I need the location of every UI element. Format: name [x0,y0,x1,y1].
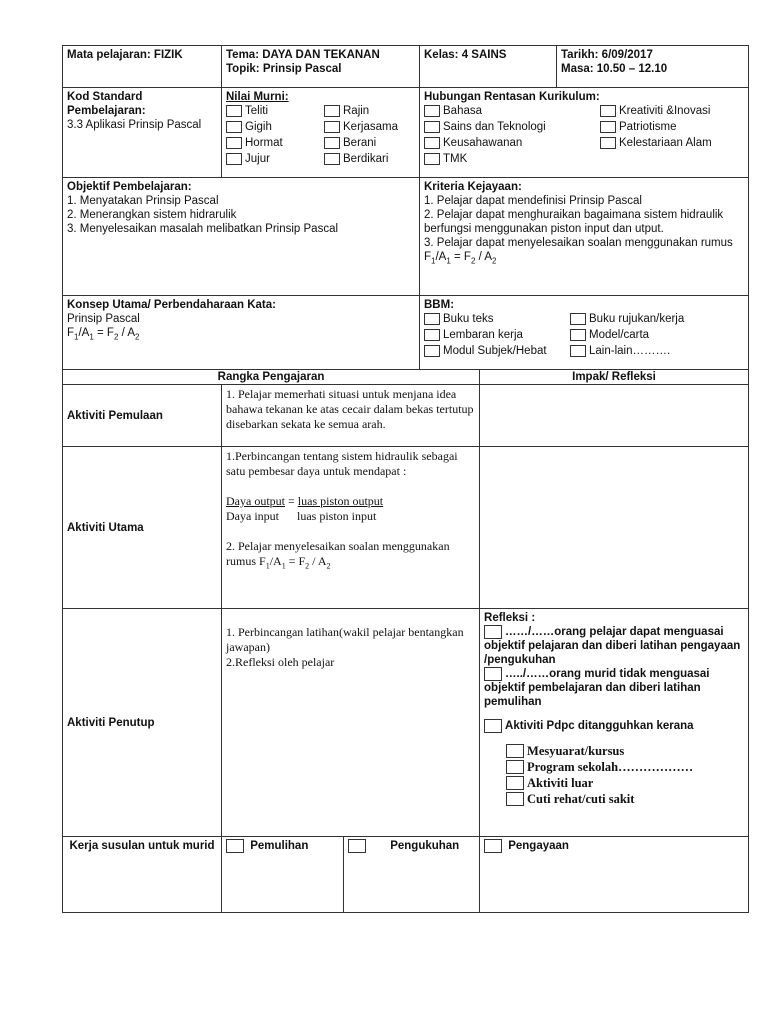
checkbox[interactable] [484,839,502,853]
reason-item: Mesyuarat/kursus [506,743,744,759]
checkbox[interactable] [424,313,440,325]
rangka-header: Rangka Pengajaran [63,370,480,385]
values-label: Nilai Murni: [226,91,289,103]
curriculum-label: Hubungan Rentasan Kurikulum: [424,91,600,103]
class: Kelas: 4 SAINS [424,49,507,61]
theme: Tema: DAYA DAN TEKANAN [226,49,380,61]
time: Masa: 10.50 – 12.10 [561,63,668,75]
followup-option: Pemulihan [222,837,344,913]
checkbox[interactable] [226,121,242,133]
curriculum-item: TMK [424,152,594,166]
concept-formula: $F_1/A_1 = F_2 / A_2$ [67,327,140,342]
checkbox[interactable] [506,760,524,774]
checkbox[interactable] [424,137,440,149]
checkbox[interactable] [324,137,340,149]
checkbox[interactable] [484,625,502,639]
curriculum-item: Sains dan Teknologi [424,120,594,134]
reason-item: Cuti rehat/cuti sakit [506,791,744,807]
checkbox[interactable] [424,329,440,341]
pemulaan-text: 1. Pelajar memerhati situasi untuk menjana idea bahawa tekanan ke atas cecair dalam bekas tertutup disebarkan sekata ke semua arah. [222,385,480,447]
followup-table [62,836,749,913]
checkbox[interactable] [348,839,366,853]
curriculum-item: Keusahawanan [424,136,594,150]
bbm-item: Modul Subjek/Hebat [424,344,564,358]
value-item: Teliti [226,104,318,118]
value-item: Berani [324,136,416,150]
curriculum-item: Patriotisme [600,120,750,134]
objective-item: 1. Menyatakan Prinsip Pascal [67,195,219,207]
checkbox[interactable] [600,121,616,133]
ratio-top: Daya output = luas piston output [226,494,384,508]
postponed-item: Aktiviti Pdpc ditangguhkan kerana [484,719,744,733]
checkbox[interactable] [226,153,242,165]
concept-value: Prinsip Pascal [67,313,140,325]
topic: Topik: Prinsip Pascal [226,63,342,75]
subject: Mata pelajaran: FIZIK [67,49,183,61]
curriculum-cell [420,88,749,178]
reason-item: Aktiviti luar [506,775,744,791]
bbm-item: Lain-lain………. [570,344,730,358]
standard-cell [63,88,222,178]
objective-item: 3. Menyelesaikan masalah melibatkan Prinsip Pascal [67,223,339,235]
bbm-label: BBM: [424,299,455,311]
checkbox[interactable] [226,839,244,853]
reasons-list [506,743,744,807]
criteria-item: 2. Pelajar dapat menghuraikan bagaimana sistem hidraulik berfungsi menggunakan piston input dan utput. [424,209,724,235]
value-item: Kerjasama [324,120,416,134]
impak-header: Impak/ Refleksi [480,370,749,385]
checkbox[interactable] [570,313,586,325]
values-cell [222,88,420,178]
followup-label: Kerja susulan untuk murid [63,837,222,913]
penutup-text: 1. Perbincangan latihan(wakil pelajar bentangkan jawapan) 2.Refleksi oleh pelajar [222,609,480,837]
concept-label: Konsep Utama/ Perbendaharaan Kata: [67,299,276,311]
checkbox[interactable] [506,776,524,790]
value-item: Berdikari [324,152,416,166]
criteria-label: Kriteria Kejayaan: [424,181,522,193]
checkbox[interactable] [570,345,586,357]
standard-label: Kod Standard Pembelajaran: [67,91,146,117]
checkbox[interactable] [424,345,440,357]
date-cell [557,46,749,88]
checkbox[interactable] [424,121,440,133]
bbm-item: Model/carta [570,328,730,342]
pemulaan-impak [480,385,749,447]
criteria-item: 1. Pelajar dapat mendefinisi Prinsip Pascal [424,195,642,207]
bbm-item: Lembaran kerja [424,328,564,342]
bbm-item: Buku teks [424,312,564,326]
utama-label: Aktiviti Utama [63,447,222,609]
checkbox[interactable] [600,137,616,149]
class-cell [420,46,557,88]
refleksi-title: Refleksi : [484,612,536,624]
checkbox[interactable] [324,153,340,165]
objective-item: 2. Menerangkan sistem hidrarulik [67,209,237,221]
reason-item: Program sekolah……………… [506,759,744,775]
concept-cell [63,296,420,370]
value-item: Gigih [226,120,318,134]
checkbox[interactable] [484,667,502,681]
checkbox[interactable] [424,105,440,117]
objectives-cell [63,178,420,296]
checkbox[interactable] [424,153,440,165]
penutup-label: Aktiviti Penutup [63,609,222,837]
bbm-item: Buku rujukan/kerja [570,312,730,326]
value-item: Hormat [226,136,318,150]
theme-cell [222,46,420,88]
checkbox[interactable] [484,719,502,733]
checkbox[interactable] [600,105,616,117]
criteria-cell [420,178,749,296]
subject-cell [63,46,222,88]
refleksi-cell [480,609,749,837]
utama-text: 1.Perbincangan tentang sistem hidraulik sebagai satu pembesar daya untuk mendapat : Daya output = luas piston output Daya input luas piston input 2. Pelajar menyelesaikan soalan menggunakan rumus $F_1/A_1 = F_2 / A_2$ [222,447,480,609]
lesson-plan-sheet [62,45,748,913]
checkbox[interactable] [506,744,524,758]
refleksi-item: …../……orang murid tidak menguasai objektif pembelajaran dan diberi latihan pemulihan [484,668,710,709]
checkbox[interactable] [570,329,586,341]
criteria-item: 3. Pelajar dapat menyelesaikan soalan menggunakan rumus $F_1/A_1 = F_2 / A_2$ [424,237,733,266]
curriculum-item: Kelestariaan Alam [600,136,750,150]
standard-value: 3.3 Aplikasi Prinsip Pascal [67,119,202,131]
utama-impak [480,447,749,609]
top-table [62,45,749,370]
objectives-label: Objektif Pembelajaran: [67,181,192,193]
bbm-cell [420,296,749,370]
checkbox[interactable] [506,792,524,806]
refleksi-item: ……/……orang pelajar dapat menguasai objektif pelajaran dan diberi latihan pengayaan /pengukuhan [484,626,741,667]
followup-option: Pengukuhan [344,837,480,913]
date: Tarikh: 6/09/2017 [561,49,653,61]
value-item: Rajin [324,104,416,118]
followup-option: Pengayaan [480,837,749,913]
lesson-table [62,369,749,837]
checkbox[interactable] [324,105,340,117]
ratio-bottom: Daya input luas piston input [226,509,377,523]
checkbox[interactable] [226,105,242,117]
curriculum-item: Bahasa [424,104,594,118]
checkbox[interactable] [324,121,340,133]
value-item: Jujur [226,152,318,166]
pemulaan-label: Aktiviti Pemulaan [63,385,222,447]
utama-step2: 2. Pelajar menyelesaikan soalan menggunakan rumus $F_1/A_1 = F_2 / A_2$ [226,539,450,571]
checkbox[interactable] [226,137,242,149]
curriculum-item: Kreativiti &Inovasi [600,104,750,118]
